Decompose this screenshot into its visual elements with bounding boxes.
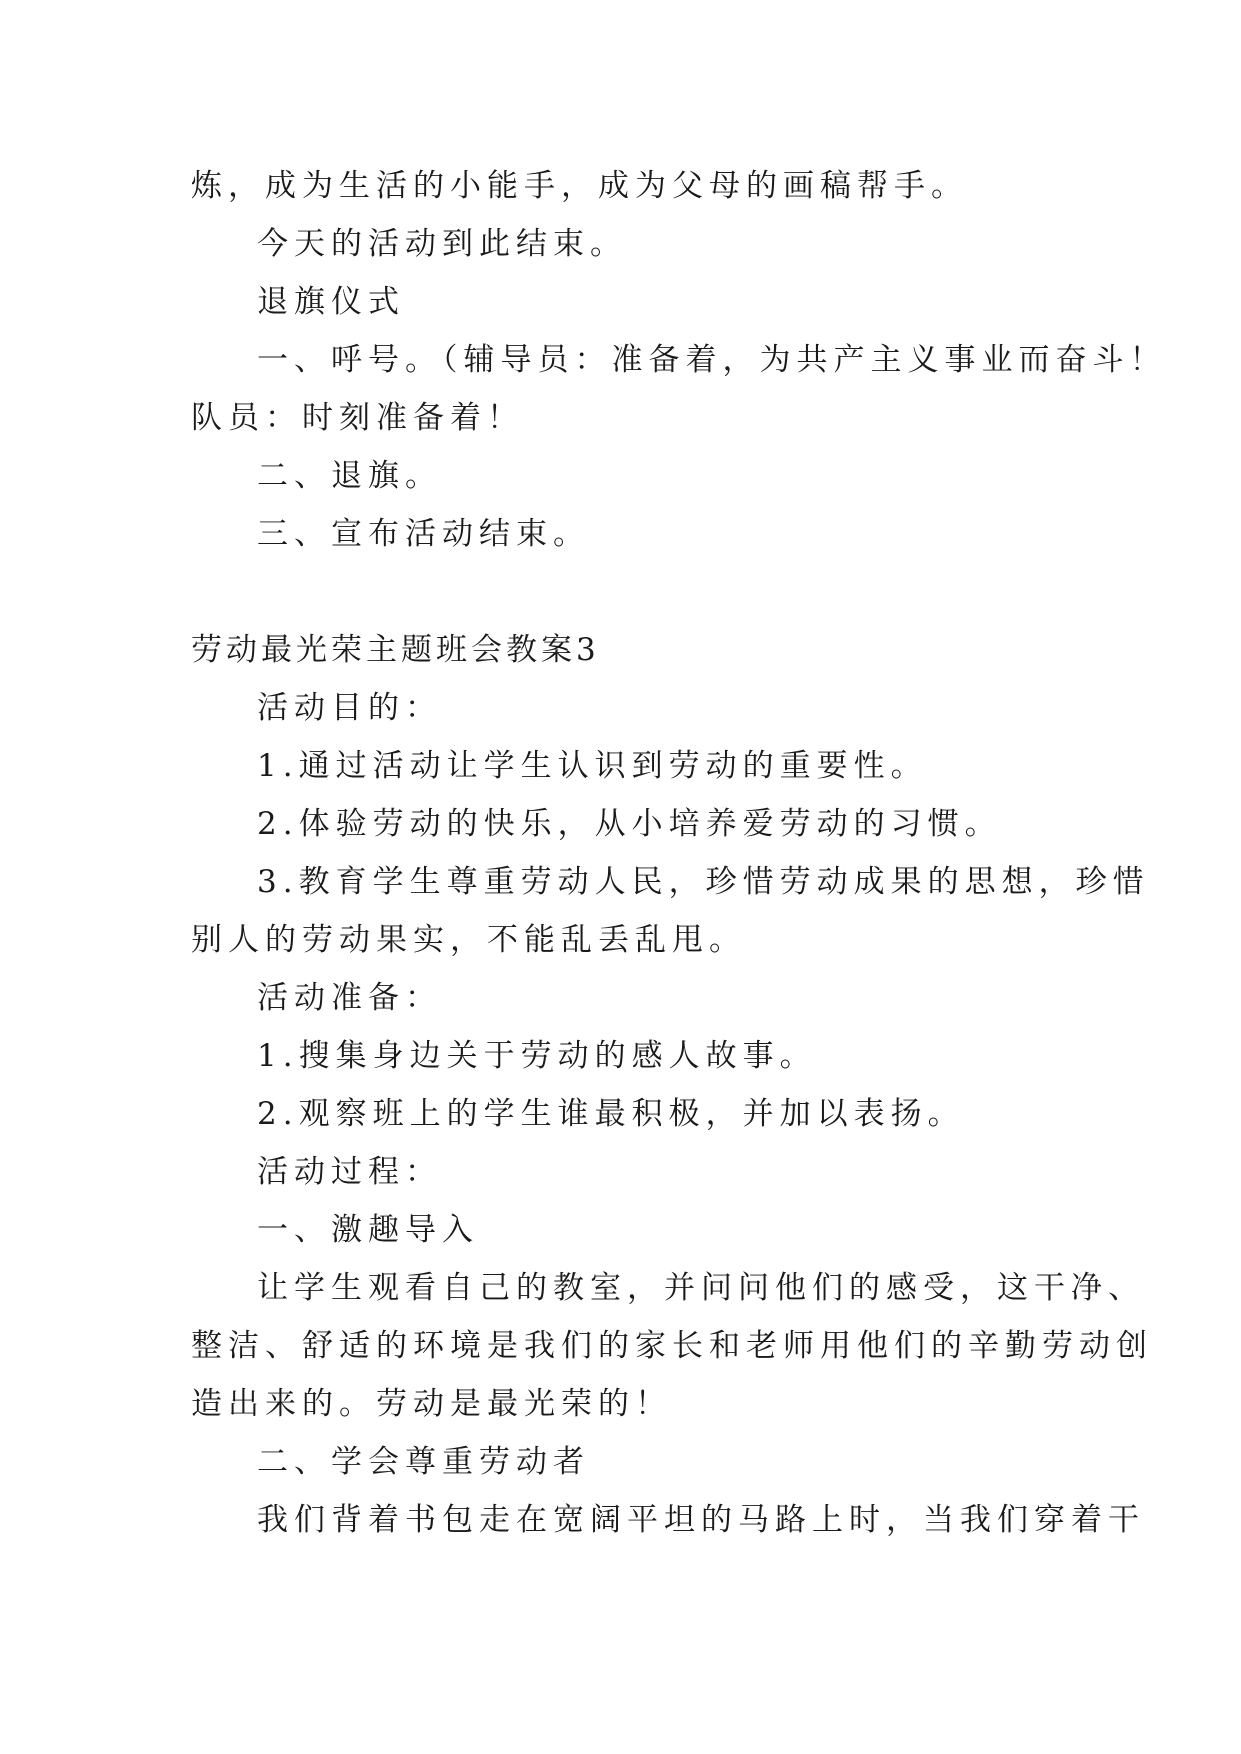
paragraph-line: 炼，成为生活的小能手，成为父母的画稿帮手。 [191,168,968,204]
section-heading: 二、学会尊重劳动者 [257,1444,590,1480]
paragraph-line: 别人的劳动果实，不能乱丢乱甩。 [191,922,746,958]
paragraph-line: 二、退旗。 [257,458,442,494]
paragraph-line: 一、呼号。（辅导员：准备着，为共产主义事业而奋斗！ [257,342,1167,378]
paragraph-line: 整洁、舒适的环境是我们的家长和老师用他们的辛勤劳动创 [191,1328,1153,1364]
section-heading: 活动目的： [257,690,442,726]
section-heading: 活动准备： [257,980,442,1016]
document-title: 劳动最光荣主题班会教案3 [191,632,600,668]
paragraph-line: 让学生观看自己的教室，并问问他们的感受，这干净、 [257,1270,1145,1306]
section-heading: 退旗仪式 [257,284,405,320]
paragraph-line: 我们背着书包走在宽阔平坦的马路上时，当我们穿着干 [257,1502,1145,1538]
section-heading: 活动过程： [257,1154,442,1190]
list-item: 3.教育学生尊重劳动人民，珍惜劳动成果的思想，珍惜 [257,864,1150,900]
paragraph-line: 今天的活动到此结束。 [257,226,627,262]
paragraph-line: 三、宣布活动结束。 [257,516,590,552]
list-item: 1.通过活动让学生认识到劳动的重要性。 [257,748,928,784]
list-item: 2.体验劳动的快乐，从小培养爱劳动的习惯。 [257,806,1002,842]
list-item: 1.搜集身边关于劳动的感人故事。 [257,1038,817,1074]
section-heading: 一、激趣导入 [257,1212,479,1248]
paragraph-line: 队员：时刻准备着！ [191,400,524,436]
list-item: 2.观察班上的学生谁最积极，并加以表扬。 [257,1096,965,1132]
paragraph-line: 造出来的。劳动是最光荣的！ [191,1386,672,1422]
